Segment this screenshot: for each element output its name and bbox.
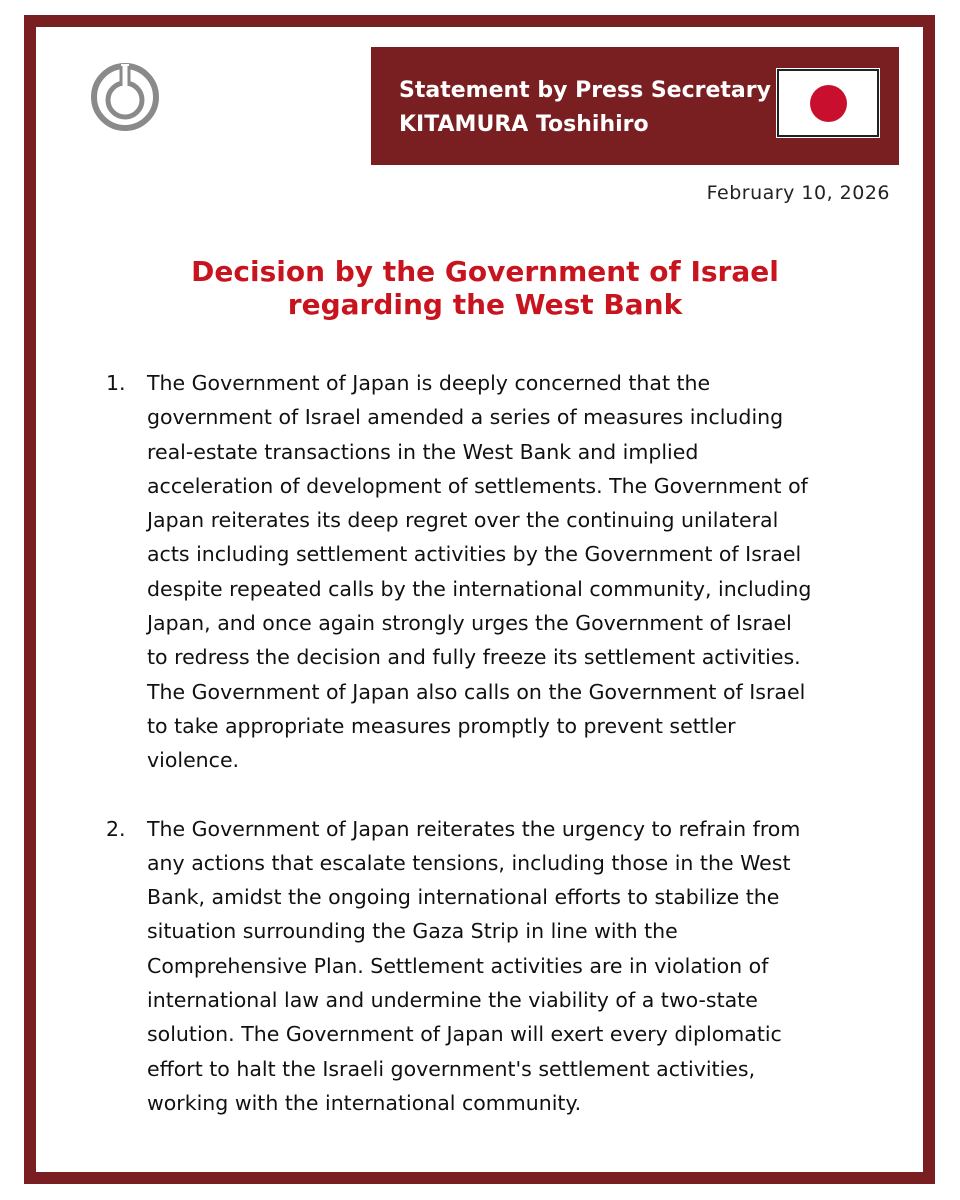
flag-disc bbox=[810, 85, 847, 122]
item-line: international law and undermine the viability of a two-state bbox=[147, 988, 758, 1013]
statement-item-1 bbox=[106, 366, 866, 778]
item-text bbox=[147, 812, 866, 1121]
item-line: The Government of Japan also calls on the Government of Israel bbox=[147, 679, 806, 704]
headline-line-1: Decision by the Government of Israel bbox=[191, 255, 779, 288]
item-line: The Government of Japan is deeply concerned that the bbox=[147, 371, 711, 395]
item-line: acceleration of development of settlements. The Government of bbox=[147, 473, 808, 498]
item-text bbox=[147, 366, 866, 778]
item-line: violence. bbox=[147, 748, 240, 773]
headline-line-2: regarding the West Bank bbox=[287, 288, 683, 321]
item-line: Japan, and once again strongly urges the Government of Israel bbox=[147, 611, 792, 636]
statement-date: February 10, 2026 bbox=[706, 182, 890, 204]
item-line: any actions that escalate tensions, including those in the West bbox=[147, 850, 791, 875]
item-number: 1. bbox=[106, 371, 126, 395]
item-line: real-estate transactions in the West Bank and implied bbox=[147, 439, 699, 464]
item-line: despite repeated calls by the international community, including bbox=[147, 576, 812, 601]
item-line: working with the international community. bbox=[147, 1090, 582, 1115]
banner-title bbox=[399, 74, 771, 142]
press-secretary-banner bbox=[371, 47, 899, 165]
banner-title-line-1: Statement by Press Secretary bbox=[399, 78, 771, 103]
item-line: The Government of Japan reiterates the urgency to refrain from bbox=[147, 816, 801, 841]
item-line: Comprehensive Plan. Settlement activities are in violation of bbox=[147, 953, 769, 978]
item-line: effort to halt the Israeli government's settlement activities, bbox=[147, 1056, 756, 1081]
statement-headline bbox=[60, 255, 910, 321]
item-line: solution. The Government of Japan will exert every diplomatic bbox=[147, 1022, 782, 1047]
item-line: Japan reiterates its deep regret over the continuing unilateral bbox=[147, 508, 779, 533]
item-line: to take appropriate measures promptly to prevent settler bbox=[147, 713, 736, 738]
item-line: to redress the decision and fully freeze its settlement activities. bbox=[147, 645, 801, 670]
japan-flag-icon bbox=[777, 69, 879, 137]
statement-items bbox=[106, 366, 866, 1154]
ministry-emblem-icon bbox=[90, 62, 160, 132]
statement-item-2 bbox=[106, 812, 866, 1121]
item-line: situation surrounding the Gaza Strip in line with the bbox=[147, 919, 678, 944]
item-number: 2. bbox=[106, 816, 126, 841]
banner-title-line-2: KITAMURA Toshihiro bbox=[399, 112, 649, 137]
item-line: government of Israel amended a series of measures including bbox=[147, 405, 784, 430]
item-line: Bank, amidst the ongoing international efforts to stabilize the bbox=[147, 885, 780, 910]
item-line: acts including settlement activities by the Government of Israel bbox=[147, 542, 802, 567]
